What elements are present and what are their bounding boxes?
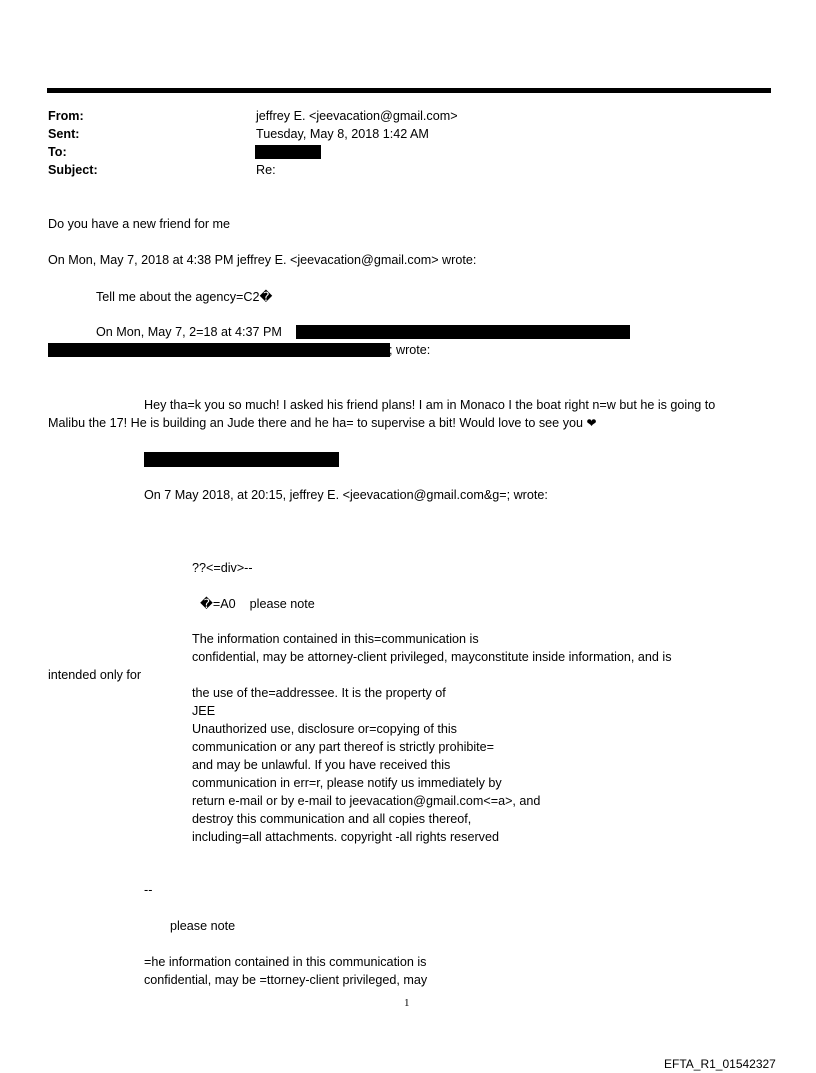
quote1-text: Tell me about the agency=C2�: [96, 290, 273, 304]
quote2-header-end: ; wrote:: [389, 343, 431, 357]
header-rule: [47, 88, 771, 93]
quote2-header-start: On Mon, May 7, 2=18 at 4:37 PM: [96, 325, 282, 339]
quote3-header: On 7 May 2018, at 20:15, jeffrey E. <jeevacation@gmail.com&g=; wrote:: [144, 488, 548, 502]
to-redaction: [255, 145, 321, 159]
sent-label: Sent:: [48, 127, 80, 141]
heart-icon: ❤: [586, 416, 597, 430]
signature-redaction: [144, 452, 339, 467]
disclaimer-2-line-7: return e-mail or by e-mail to jeevacation@gmail.com<=a>, and: [192, 794, 541, 808]
disclaimer-2-line-4: communication or any part thereof is strictly prohibite=: [192, 740, 495, 754]
body-line-1: Do you have a new friend for me: [48, 217, 231, 231]
sender-redaction-2: [48, 343, 390, 357]
disclaimer-3-line-1: =he information contained in this communication is: [144, 955, 427, 969]
subject-label: Subject:: [48, 163, 98, 177]
please-note-line: �=A0 please note: [200, 597, 315, 611]
sender-redaction-1: [296, 325, 630, 339]
disclaimer-2-line-1: the use of the=addressee. It is the property of: [192, 686, 446, 700]
disclaimer-2-line-6: communication in err=r, please notify us immediately by: [192, 776, 502, 790]
quote2-text-line-2: [48, 416, 597, 431]
disclaimer-2-line-9: including=all attachments. copyright -all rights reserved: [192, 830, 499, 844]
to-label: To:: [48, 145, 67, 159]
quote2-text-line-1: Hey tha=k you so much! I asked his friend plans! I am in Monaco I the boat right n=w but he is going to: [144, 398, 716, 412]
dashes-separator: --: [144, 883, 153, 897]
disclaimer-2-line-5: and may be unlawful. If you have received this: [192, 758, 451, 772]
intended-only-for: intended only for: [48, 668, 142, 682]
subject-value: Re:: [256, 163, 276, 177]
page-number: 1: [404, 997, 410, 1009]
disclaimer-1-line-1: The information contained in this=communication is: [192, 632, 479, 646]
from-value: jeffrey E. <jeevacation@gmail.com>: [256, 109, 458, 123]
document-id: EFTA_R1_01542327: [664, 1057, 776, 1071]
disclaimer-3-line-2: confidential, may be =ttorney-client privileged, may: [144, 973, 428, 987]
please-note-2: please note: [170, 919, 236, 933]
div-artifact-line: ??<=div>--: [192, 561, 253, 575]
disclaimer-2-line-2: JEE: [192, 704, 216, 718]
disclaimer-2-line-8: destroy this communication and all copies thereof,: [192, 812, 472, 826]
from-label: From:: [48, 109, 84, 123]
quote2-text-line-2-text: Malibu the 17! He is building an Jude there and he ha= to supervise a bit! Would love to see you: [48, 416, 583, 430]
disclaimer-2-line-3: Unauthorized use, disclosure or=copying of this: [192, 722, 457, 736]
disclaimer-1-line-2: confidential, may be attorney-client privileged, mayconstitute inside information, and is: [192, 650, 672, 664]
sent-value: Tuesday, May 8, 2018 1:42 AM: [256, 127, 429, 141]
quote1-header: On Mon, May 7, 2018 at 4:38 PM jeffrey E. <jeevacation@gmail.com> wrote:: [48, 253, 477, 267]
